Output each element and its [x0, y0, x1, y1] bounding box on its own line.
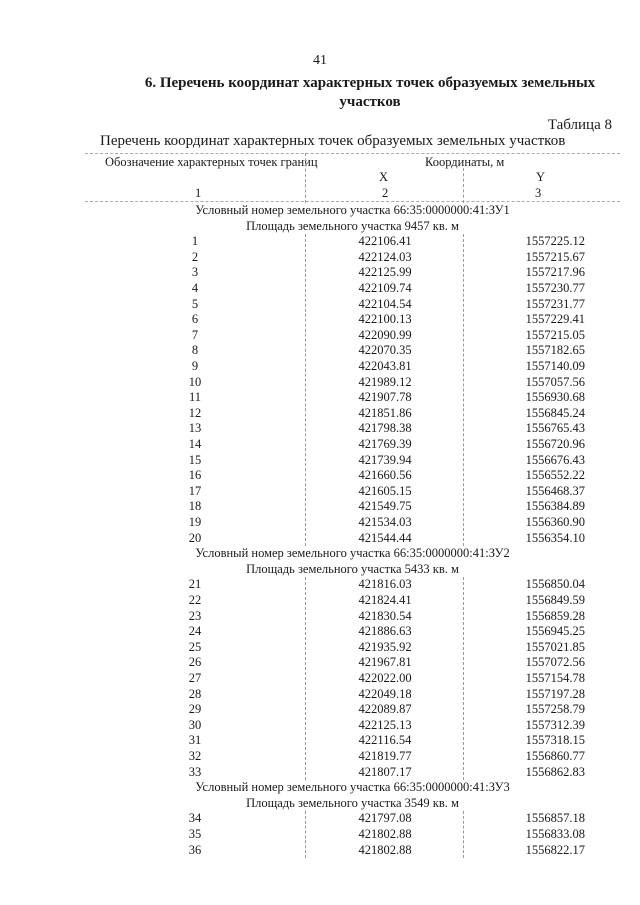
table-row [85, 624, 620, 640]
x-coordinate: 422116.54 [358, 733, 412, 748]
y-coordinate: 1556860.77 [525, 749, 585, 763]
table-row [85, 811, 620, 827]
x-coordinate: 421816.03 [358, 577, 412, 592]
x-coordinate: 422125.99 [358, 265, 412, 280]
y-coordinate: 1557318.15 [525, 733, 585, 748]
table-row [85, 609, 620, 625]
x-coordinate: 422100.13 [358, 312, 412, 327]
point-number: 6 [191, 312, 199, 327]
point-number: 1 [191, 234, 199, 249]
y-coordinate: 1556468.37 [525, 483, 585, 498]
point-number: 23 [188, 608, 202, 623]
table-row [85, 437, 620, 453]
point-number: 19 [188, 515, 202, 529]
x-coordinate: 422104.54 [358, 296, 412, 311]
y-coordinate: 1556822.17 [525, 842, 585, 857]
point-number: 9 [191, 359, 199, 373]
point-number: 28 [188, 686, 202, 701]
x-coordinate: 422106.41 [358, 234, 412, 249]
point-number: 27 [188, 671, 202, 685]
point-number: 34 [188, 811, 202, 826]
x-coordinate: 421967.81 [358, 655, 412, 670]
x-coordinate: 422109.74 [358, 281, 412, 295]
table-row [85, 733, 620, 749]
column-divider-1 [305, 234, 306, 546]
point-number: 13 [188, 421, 202, 436]
header-bottom-line [85, 201, 620, 202]
point-number: 35 [188, 827, 202, 841]
y-coordinate: 1556354.10 [525, 530, 585, 545]
x-coordinate: 421549.75 [358, 499, 412, 514]
x-coordinate: 421824.41 [358, 593, 412, 607]
point-number: 5 [191, 296, 199, 311]
table-row [85, 328, 620, 344]
point-number: 14 [188, 437, 202, 451]
x-coordinate: 422043.81 [358, 359, 412, 373]
x-coordinate: 421534.03 [358, 515, 412, 529]
point-number: 29 [188, 702, 202, 717]
y-coordinate: 1556384.89 [525, 499, 585, 514]
x-coordinate: 421886.63 [358, 624, 412, 639]
y-coordinate: 1556930.68 [525, 390, 585, 405]
section-title: Условный номер земельного участка 66:35:0000000:41:ЗУ1 [195, 203, 510, 217]
x-coordinate: 421739.94 [358, 452, 412, 467]
header-col-number-1: 1 [195, 186, 202, 200]
header-divider-1 [305, 153, 306, 203]
point-number: 15 [188, 452, 202, 467]
y-coordinate: 1556845.24 [525, 405, 585, 420]
x-coordinate: 422124.03 [358, 249, 412, 264]
x-coordinate: 421544.44 [358, 530, 412, 545]
point-number: 10 [188, 374, 202, 389]
point-number: 31 [188, 733, 202, 748]
table-row [85, 827, 620, 843]
table-row [85, 687, 620, 703]
y-coordinate: 1557140.09 [525, 359, 585, 373]
point-number: 25 [188, 639, 202, 654]
point-number: 24 [188, 624, 202, 639]
section-title: Условный номер земельного участка 66:35:0000000:41:ЗУ2 [195, 546, 510, 561]
table-row [85, 421, 620, 437]
table-row [85, 843, 620, 859]
point-number: 2 [191, 249, 199, 264]
point-number: 21 [188, 577, 202, 592]
header-coordinates: Координаты, м [425, 155, 505, 169]
x-coordinate: 422070.35 [358, 343, 412, 358]
point-number: 36 [188, 842, 202, 857]
table-row [85, 468, 620, 484]
x-coordinate: 421797.08 [358, 811, 412, 826]
y-coordinate: 1556833.08 [525, 827, 585, 841]
header-col-number-3: 3 [535, 186, 542, 200]
point-number: 26 [188, 655, 202, 670]
x-coordinate: 421830.54 [358, 608, 412, 623]
section-area: Площадь земельного участка 5433 кв. м [246, 561, 459, 576]
table-row [85, 265, 620, 281]
y-coordinate: 1556859.28 [525, 608, 585, 623]
y-coordinate: 1556765.43 [525, 421, 585, 436]
y-coordinate: 1556552.22 [525, 468, 585, 483]
table-row [85, 297, 620, 313]
column-divider-1 [305, 811, 306, 858]
x-coordinate: 421819.77 [358, 749, 412, 763]
section-heading: 6. Перечень координат характерных точек образуемых земельных участков [144, 75, 596, 110]
x-coordinate: 421769.39 [358, 437, 412, 451]
table-row [85, 484, 620, 500]
point-number: 30 [188, 717, 202, 732]
y-coordinate: 1557215.05 [525, 327, 585, 342]
y-coordinate: 1556720.96 [525, 437, 585, 451]
table-row [85, 406, 620, 422]
table-row [85, 312, 620, 328]
x-coordinate: 421907.78 [358, 390, 412, 405]
y-coordinate: 1557057.56 [525, 374, 585, 389]
table-row [85, 765, 620, 781]
table-row [85, 671, 620, 687]
table-row [85, 390, 620, 406]
column-divider-2 [463, 234, 464, 546]
table-row [85, 640, 620, 656]
table-row [85, 250, 620, 266]
x-coordinate: 421660.56 [358, 468, 412, 483]
x-coordinate: 421802.88 [358, 827, 412, 841]
point-number: 33 [188, 764, 202, 779]
section-area: Площадь земельного участка 9457 кв. м [246, 218, 459, 233]
x-coordinate: 421807.17 [358, 764, 412, 779]
y-coordinate: 1557197.28 [525, 686, 585, 701]
table-row [85, 531, 620, 547]
y-coordinate: 1556849.59 [525, 593, 585, 607]
table-row [85, 343, 620, 359]
x-coordinate: 422022.00 [358, 671, 412, 685]
table-row [85, 749, 620, 765]
y-coordinate: 1556945.25 [525, 624, 585, 639]
point-number: 7 [191, 327, 199, 342]
x-coordinate: 422125.13 [358, 717, 412, 732]
table-row [85, 281, 620, 297]
x-coordinate: 422089.87 [358, 702, 412, 717]
column-divider-2 [463, 811, 464, 858]
point-number: 20 [188, 530, 202, 545]
y-coordinate: 1556862.83 [525, 764, 585, 779]
column-divider-1 [305, 577, 306, 780]
y-coordinate: 1557312.39 [525, 717, 585, 732]
table-row [85, 718, 620, 734]
table-row [85, 655, 620, 671]
header-col-number-2: 2 [382, 186, 389, 200]
y-coordinate: 1556857.18 [525, 811, 585, 826]
point-number: 32 [188, 749, 202, 763]
table-top-line [85, 153, 620, 154]
section-area: Площадь земельного участка 3549 кв. м [246, 795, 459, 810]
x-coordinate: 422090.99 [358, 327, 412, 342]
point-number: 12 [188, 405, 202, 420]
x-coordinate: 421935.92 [358, 639, 412, 654]
table-label: Таблица 8 [547, 117, 612, 133]
y-coordinate: 1557021.85 [525, 639, 585, 654]
point-number: 3 [191, 265, 199, 280]
x-coordinate: 421802.88 [358, 842, 412, 857]
header-y: Y [536, 170, 546, 184]
point-number: 4 [191, 281, 199, 295]
point-number: 22 [188, 593, 202, 607]
header-x: X [379, 170, 389, 184]
table-row [85, 515, 620, 531]
y-coordinate: 1557217.96 [525, 265, 585, 280]
table-row [85, 702, 620, 718]
x-coordinate: 422049.18 [358, 686, 412, 701]
y-coordinate: 1557258.79 [525, 702, 585, 717]
y-coordinate: 1557215.67 [525, 249, 585, 264]
table-row [85, 593, 620, 609]
y-coordinate: 1557229.41 [525, 312, 585, 327]
y-coordinate: 1556850.04 [525, 577, 585, 592]
point-number: 11 [188, 390, 202, 405]
y-coordinate: 1557182.65 [525, 343, 585, 358]
table-row [85, 453, 620, 469]
y-coordinate: 1556360.90 [525, 515, 585, 529]
y-coordinate: 1557072.56 [525, 655, 585, 670]
x-coordinate: 421989.12 [358, 374, 412, 389]
x-coordinate: 421851.86 [358, 405, 412, 420]
header-divider-2 [463, 168, 464, 203]
x-coordinate: 421798.38 [358, 421, 412, 436]
point-number: 8 [191, 343, 199, 358]
y-coordinate: 1557230.77 [525, 281, 585, 295]
table-row [85, 234, 620, 250]
table-row [85, 359, 620, 375]
header-point-label: Обозначение характерных точек границ [105, 155, 318, 169]
table-row [85, 499, 620, 515]
table-title: Перечень координат характерных точек образуемых земельных участков [100, 133, 566, 149]
page-number: 41 [313, 53, 327, 68]
point-number: 17 [188, 483, 202, 498]
point-number: 18 [188, 499, 202, 514]
y-coordinate: 1557225.12 [525, 234, 585, 249]
table-row [85, 375, 620, 391]
section-title: Условный номер земельного участка 66:35:0000000:41:ЗУ3 [195, 780, 510, 795]
y-coordinate: 1557154.78 [525, 671, 585, 685]
point-number: 16 [188, 468, 202, 483]
x-coordinate: 421605.15 [358, 483, 412, 498]
table-row [85, 577, 620, 593]
y-coordinate: 1556676.43 [525, 452, 585, 467]
column-divider-2 [463, 577, 464, 780]
y-coordinate: 1557231.77 [525, 296, 585, 311]
